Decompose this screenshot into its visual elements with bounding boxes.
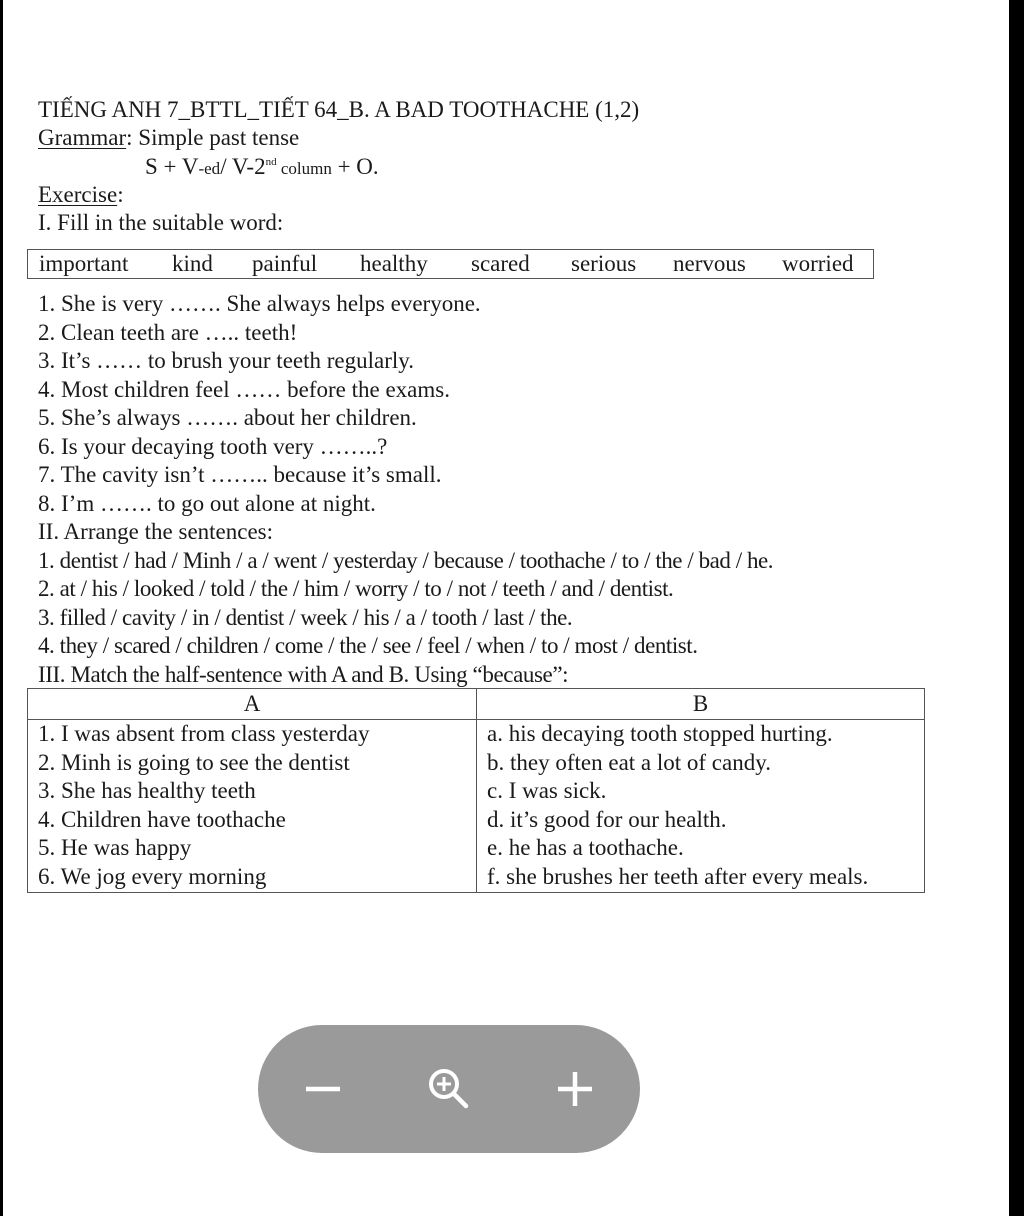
arrange-item: 3. filled / cavity / in / dentist / week / his / a / tooth / last / the.: [38, 605, 573, 630]
exercise-line: [38, 181, 124, 209]
half-sentence-a: 2. Minh is going to see the dentist: [28, 749, 477, 778]
arrange-item: 1. dentist / had / Minh / a / went / yesterday / because / toothache / to / the / bad / he.: [38, 548, 774, 573]
half-sentence-b: f. she brushes her teeth after every meals.: [477, 863, 925, 892]
zoom-in-button[interactable]: [530, 1025, 620, 1153]
fill-item: 5. She’s always ……. about her children.: [38, 405, 417, 430]
minus-icon: [303, 1069, 343, 1109]
fill-item: 6. Is your decaying tooth very ……..?: [38, 434, 388, 459]
table-row: [28, 806, 925, 835]
half-sentence-b: e. he has a toothache.: [477, 834, 925, 863]
grammar-line: [38, 124, 299, 152]
word-bank-item: serious: [571, 251, 637, 276]
table-row: [28, 777, 925, 806]
column-a-header: A: [28, 689, 477, 720]
section1-heading: I. Fill in the suitable word:: [38, 210, 284, 235]
word-bank-item: scared: [471, 251, 530, 276]
word-bank-item: worried: [782, 251, 854, 276]
word-bank-item: painful: [252, 251, 318, 276]
column-b-header: B: [477, 689, 925, 720]
zoom-reset-button[interactable]: [404, 1025, 494, 1153]
match-table: [27, 688, 925, 893]
grammar-label: Grammar: [38, 125, 127, 150]
document-title: TIẾNG ANH 7_BTTL_TIẾT 64_B. A BAD TOOTHACHE (1,2): [38, 97, 640, 122]
formula-part: / V-2: [220, 154, 266, 179]
half-sentence-b: b. they often eat a lot of candy.: [477, 749, 925, 778]
word-bank-item: healthy: [360, 251, 428, 276]
word-bank-item: kind: [172, 251, 213, 276]
table-row: [28, 720, 925, 749]
formula-part: + O.: [331, 154, 379, 179]
zoom-out-button[interactable]: [278, 1025, 368, 1153]
grammar-text: : Simple past tense: [126, 125, 300, 150]
exercise-label: Exercise: [38, 182, 118, 207]
fill-item: 1. She is very ……. She always helps everyone.: [38, 291, 481, 316]
formula-part: S + V: [145, 154, 199, 179]
zoom-in-magnifier-icon: [425, 1065, 473, 1113]
half-sentence-a: 6. We jog every morning: [28, 863, 477, 892]
word-bank-item: nervous: [673, 251, 746, 276]
half-sentence-a: 1. I was absent from class yesterday: [28, 720, 477, 749]
arrange-item: 4. they / scared / children / come / the / see / feel / when / to / most / dentist.: [38, 633, 698, 658]
table-row: [28, 863, 925, 892]
arrange-item: 2. at / his / looked / told / the / him / worry / to / not / teeth / and / dentist.: [38, 576, 674, 601]
fill-item: 3. It’s …… to brush your teeth regularly.: [38, 348, 415, 373]
formula-part: column: [276, 159, 332, 178]
exercise-colon: :: [117, 182, 124, 207]
half-sentence-a: 3. She has healthy teeth: [28, 777, 477, 806]
fill-item: 8. I’m ……. to go out alone at night.: [38, 491, 376, 516]
grammar-formula: [145, 153, 379, 183]
table-row: [28, 834, 925, 863]
word-bank-item: important: [39, 251, 129, 276]
section3-heading: III. Match the half-sentence with A and B. Using “because”:: [38, 662, 569, 687]
plus-icon: [555, 1069, 595, 1109]
half-sentence-a: 4. Children have toothache: [28, 806, 477, 835]
fill-item: 2. Clean teeth are ….. teeth!: [38, 320, 298, 345]
half-sentence-b: c. I was sick.: [477, 777, 925, 806]
formula-superscript: nd: [265, 156, 277, 168]
zoom-controls: [258, 1025, 640, 1153]
half-sentence-a: 5. He was happy: [28, 834, 477, 863]
fill-item: 4. Most children feel …… before the exams.: [38, 377, 450, 402]
half-sentence-b: d. it’s good for our health.: [477, 806, 925, 835]
fill-item: 7. The cavity isn’t …….. because it’s small.: [38, 462, 442, 487]
right-screen-edge: [1009, 0, 1024, 1216]
formula-part: -ed: [198, 159, 221, 178]
word-bank: [27, 249, 874, 279]
half-sentence-b: a. his decaying tooth stopped hurting.: [477, 720, 925, 749]
table-row: [28, 749, 925, 778]
match-table-header: [28, 689, 925, 720]
section2-heading: II. Arrange the sentences:: [38, 519, 274, 544]
